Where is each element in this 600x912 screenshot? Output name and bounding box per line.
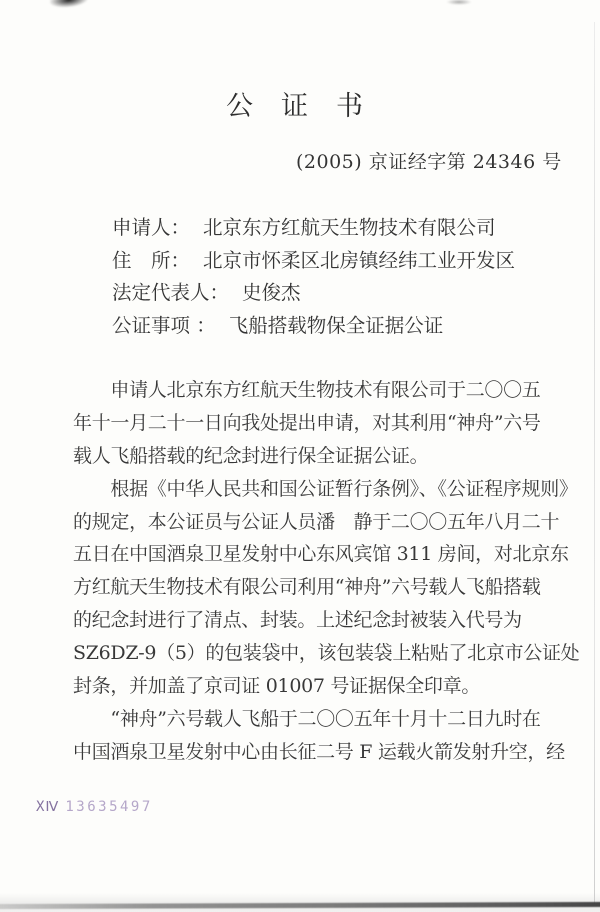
- info-row-address: [112, 245, 515, 278]
- body-line: 载人飞船搭载的纪念封进行保全证据公证。: [73, 444, 429, 467]
- certificate-title: 公证书: [226, 91, 391, 122]
- notary-matter-value: 飞船搭载物保全证据公证: [228, 314, 444, 338]
- certificate-body-text: [73, 374, 580, 769]
- serial-number-stamp: [36, 799, 153, 815]
- body-line: 封条，并加盖了京司证 01007 号证据保全印章。: [73, 675, 481, 698]
- certificate-number: (2005) 京证经字第 24346 号: [296, 151, 562, 173]
- scan-smudge-top-right: [446, 0, 472, 5]
- body-line: 五日在中国酒泉卫星发射中心东风宾馆 311 房间，对北京东: [73, 543, 569, 566]
- address-value: 北京市怀柔区北房镇经纬工业开发区: [203, 248, 516, 272]
- body-line: 的规定，本公证员与公证人员潘 静于二〇〇五年八月二十: [73, 510, 560, 533]
- body-line: 申请人北京东方红航天生物技术有限公司于二〇〇五: [73, 379, 541, 401]
- info-row-applicant: [112, 212, 515, 245]
- body-line: 根据《中华人民共和国公证暂行条例》、《公证程序规则》: [73, 477, 578, 500]
- stamp-prefix: XⅣ: [36, 799, 60, 815]
- info-row-legal-representative: [112, 277, 515, 310]
- body-line: 中国酒泉卫星发射中心由长征二号 F 运载火箭发射升空，经: [73, 740, 565, 763]
- applicant-info-section: [112, 212, 515, 343]
- info-row-notary-matter: [112, 310, 515, 343]
- scan-smudge-top-left: [50, 0, 89, 9]
- applicant-label: 申请人：: [112, 216, 191, 239]
- body-line: SZ6DZ-9（5）的包装袋中，该包装袋上粘贴了北京市公证处: [73, 642, 580, 665]
- legal-representative-label: 法定代表人：: [112, 281, 230, 305]
- scan-edge-line: [594, 22, 595, 904]
- notary-matter-label: 公证事项 ：: [112, 314, 216, 338]
- applicant-value: 北京东方红航天生物技术有限公司: [203, 216, 496, 239]
- legal-representative-value: 史俊杰: [242, 281, 301, 305]
- stamp-number: 13635497: [65, 799, 153, 815]
- body-line: “神舟”六号载人飞船于二〇〇五年十月十二日九时在: [73, 707, 541, 730]
- address-label: 住 所：: [112, 248, 191, 272]
- body-line: 的纪念封进行了清点、封装。上述纪念封被装入代号为: [73, 609, 522, 632]
- body-line: 方红航天生物技术有限公司利用“神舟”六号载人飞船搭载: [73, 576, 541, 599]
- body-line: 年十一月二十一日向我处提出申请，对其利用“神舟”六号: [73, 411, 541, 434]
